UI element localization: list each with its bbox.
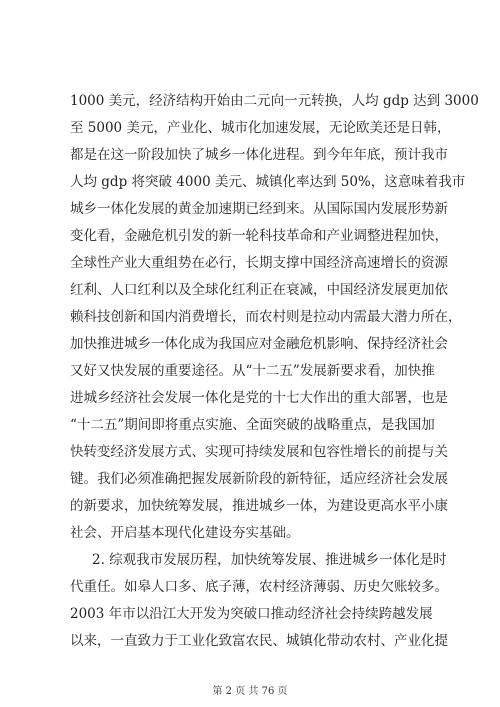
text-line: 加快推进城乡一体化成为我国应对金融危机影响、保持经济社会 xyxy=(70,336,448,352)
text-line: 城乡一体化发展的黄金加速期已经到来。从国际国内发展形势新 xyxy=(70,201,448,217)
text-line: 又好又快发展的重要途径。从“十二五”发展新要求看，加快推 xyxy=(70,363,435,379)
text-line: 以来，一直致力于工业化致富农民、城镇化带动农村、产业化提 xyxy=(70,633,448,649)
text-line: 1000 美元，经济结构开始由二元向一元转换，人均 gdp 达到 3000 xyxy=(70,93,479,109)
text-line: 代重任。如皋人口多、底子薄，农村经济薄弱、历史欠账较多。 xyxy=(70,579,448,595)
page-number-footer: 第 2 页 共 76 页 xyxy=(212,686,288,697)
text-line: 快转变经济发展方式、实现可持续发展和包容性增长的前提与关 xyxy=(70,444,448,460)
text-line: 都是在这一阶段加快了城乡一体化进程。到今年年底，预计我市 xyxy=(70,147,448,163)
text-line: 键。我们必须准确把握发展新阶段的新特征，适应经济社会发展 xyxy=(70,471,448,487)
text-line: 红利、人口红利以及全球化红利正在衰减，中国经济发展更加依 xyxy=(70,282,448,298)
text-line: 2003 年市以沿江大开发为突破口推动经济社会持续跨越发展 xyxy=(70,606,433,622)
text-line: 社会、开启基本现代化建设夯实基础。 xyxy=(70,525,300,541)
text-line: 人均 gdp 将突破 4000 美元、城镇化率达到 50%，这意味着我市 xyxy=(70,174,466,190)
text-line: 的新要求，加快统筹发展，推进城乡一体，为建设更高水平小康 xyxy=(70,498,448,514)
body-text xyxy=(70,88,479,655)
text-line: 进城乡经济社会发展一体化是党的十七大作出的重大部署，也是 xyxy=(70,390,448,406)
text-line: 2. 综观我市发展历程，加快统筹发展、推进城乡一体化是时 xyxy=(92,552,447,568)
text-line: 赖科技创新和国内消费增长，而农村则是拉动内需最大潜力所在， xyxy=(70,309,462,325)
text-line: 至 5000 美元，产业化、城市化加速发展，无论欧美还是日韩， xyxy=(70,120,451,136)
text-line: 变化看，金融危机引发的新一轮科技革命和产业调整进程加快， xyxy=(70,228,448,244)
text-line: “十二五”期间即将重点实施、全面突破的战略重点，是我国加 xyxy=(70,417,435,433)
text-line: 全球性产业大重组势在必行，长期支撑中国经济高速增长的资源 xyxy=(70,255,448,271)
